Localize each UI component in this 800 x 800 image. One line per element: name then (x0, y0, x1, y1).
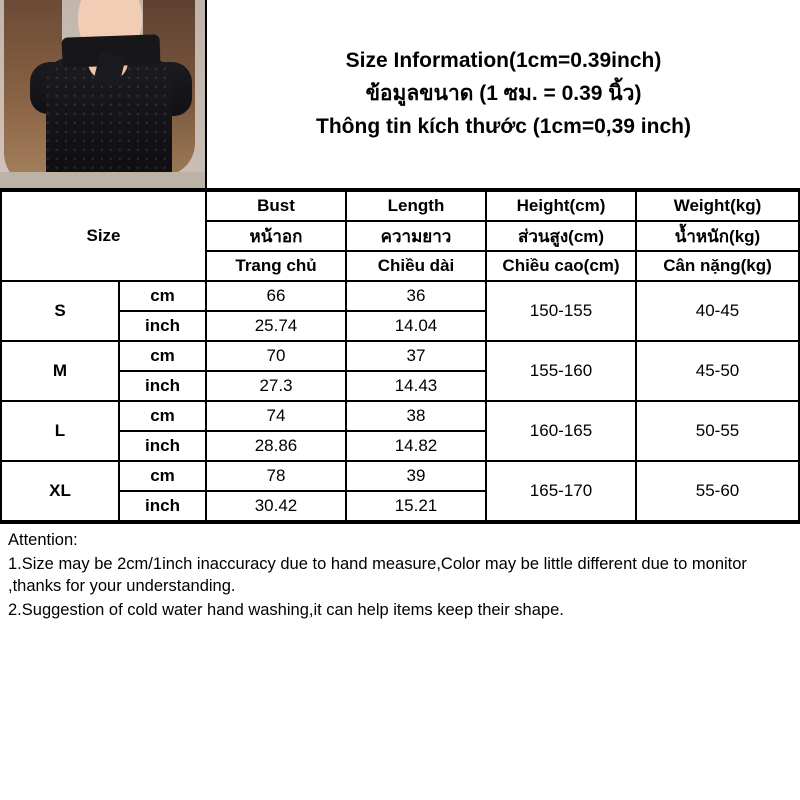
bust-inch-s: 25.74 (206, 311, 346, 341)
row-size-xl: XL (1, 461, 119, 521)
length-cm-l: 38 (346, 401, 486, 431)
weight-xl: 55-60 (636, 461, 799, 521)
product-photo (0, 0, 207, 188)
header-bust-en: Bust (206, 191, 346, 221)
header-bust-vi: Trang chủ (206, 251, 346, 281)
length-inch-s: 14.04 (346, 311, 486, 341)
unit-cm-xl: cm (119, 461, 206, 491)
header-row (0, 0, 800, 190)
weight-l: 50-55 (636, 401, 799, 461)
length-inch-m: 14.43 (346, 371, 486, 401)
row-size-s: S (1, 281, 119, 341)
unit-inch-m: inch (119, 371, 206, 401)
header-height-en: Height(cm) (486, 191, 636, 221)
bust-inch-l: 28.86 (206, 431, 346, 461)
bust-inch-m: 27.3 (206, 371, 346, 401)
header-length-en: Length (346, 191, 486, 221)
header-bust-th: หน้าอก (206, 221, 346, 251)
unit-cm-s: cm (119, 281, 206, 311)
bust-inch-xl: 30.42 (206, 491, 346, 521)
row-size-l: L (1, 401, 119, 461)
bust-cm-s: 66 (206, 281, 346, 311)
length-cm-s: 36 (346, 281, 486, 311)
attention-block (0, 522, 800, 622)
table-row (1, 461, 799, 491)
unit-inch-l: inch (119, 431, 206, 461)
table-row (1, 401, 799, 431)
header-weight-en: Weight(kg) (636, 191, 799, 221)
bust-cm-m: 70 (206, 341, 346, 371)
scarf-shape (62, 34, 161, 67)
bust-cm-l: 74 (206, 401, 346, 431)
table-row (1, 341, 799, 371)
length-inch-l: 14.82 (346, 431, 486, 461)
unit-cm-l: cm (119, 401, 206, 431)
length-inch-xl: 15.21 (346, 491, 486, 521)
length-cm-m: 37 (346, 341, 486, 371)
photo-floor-strip (0, 172, 205, 188)
weight-m: 45-50 (636, 341, 799, 401)
height-xl: 165-170 (486, 461, 636, 521)
model-image (0, 0, 205, 188)
length-cm-xl: 39 (346, 461, 486, 491)
table-header-row-en (1, 191, 799, 221)
table-row (1, 281, 799, 311)
size-header-cell: Size (1, 191, 206, 281)
unit-inch-s: inch (119, 311, 206, 341)
header-weight-th: น้ำหนัก(kg) (636, 221, 799, 251)
title-block (207, 0, 800, 188)
title-vietnamese: Thông tin kích thước (1cm=0,39 inch) (316, 115, 691, 139)
title-thai: ข้อมูลขนาด (1 ซม. = 0.39 นิ้ว) (365, 81, 642, 105)
height-l: 160-165 (486, 401, 636, 461)
unit-inch-xl: inch (119, 491, 206, 521)
attention-note-2: 2.Suggestion of cold water hand washing,it can help items keep their shape. (8, 600, 564, 619)
header-length-vi: Chiều dài (346, 251, 486, 281)
header-length-th: ความยาว (346, 221, 486, 251)
height-s: 150-155 (486, 281, 636, 341)
weight-s: 40-45 (636, 281, 799, 341)
header-weight-vi: Cân nặng(kg) (636, 251, 799, 281)
bust-cm-xl: 78 (206, 461, 346, 491)
unit-cm-m: cm (119, 341, 206, 371)
title-english: Size Information(1cm=0.39inch) (345, 48, 662, 72)
size-table (0, 190, 800, 522)
header-height-th: ส่วนสูง(cm) (486, 221, 636, 251)
height-m: 155-160 (486, 341, 636, 401)
attention-title: Attention: (8, 531, 78, 549)
header-height-vi: Chiều cao(cm) (486, 251, 636, 281)
row-size-m: M (1, 341, 119, 401)
attention-note-1: 1.Size may be 2cm/1inch inaccuracy due to hand measure,Color may be little different due to monitor ,thanks for your understanding. (8, 554, 747, 595)
